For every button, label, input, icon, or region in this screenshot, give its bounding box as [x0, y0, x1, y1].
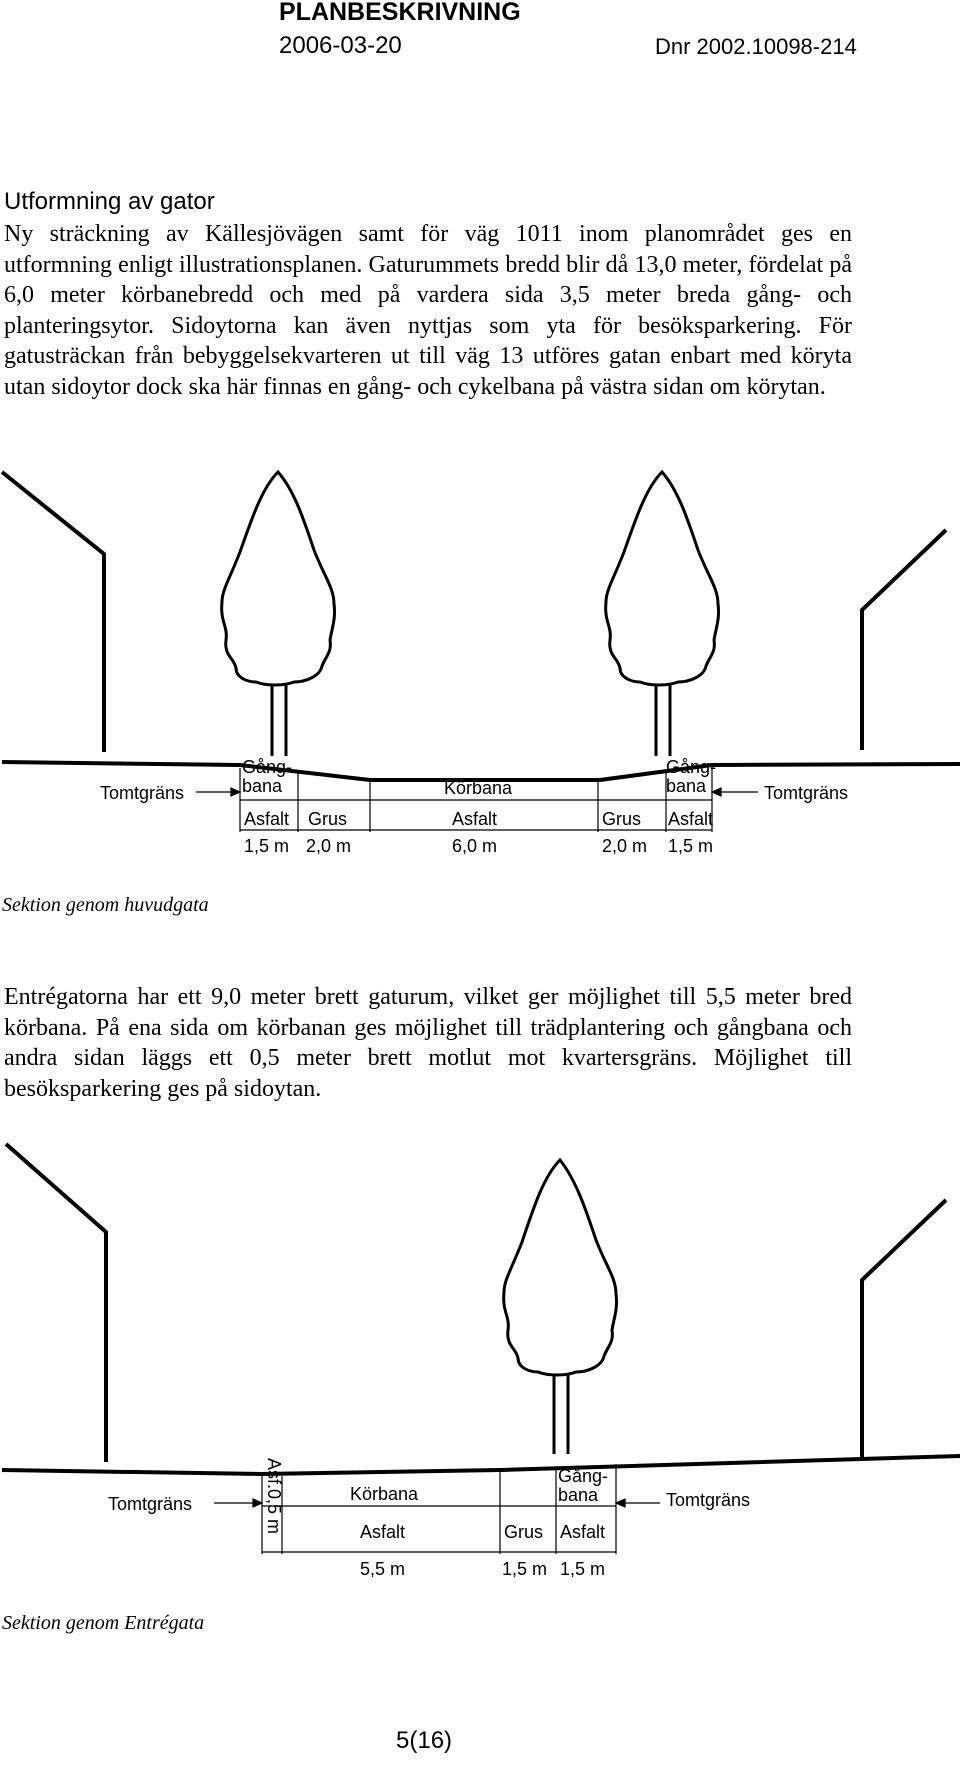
label-asfalt-korbana: Asfalt — [360, 1522, 406, 1542]
house-left — [6, 1144, 106, 1462]
house-right — [862, 530, 946, 750]
label-asfalt-gangbana: Asfalt — [560, 1522, 606, 1542]
section-heading: Utformning av gator — [4, 188, 215, 215]
label-korbana: Körbana — [350, 1484, 419, 1504]
label-gangbana-right-1: Gång- — [666, 757, 717, 777]
house-right — [862, 1200, 946, 1458]
label-tomtgrans-right: Tomtgräns — [764, 783, 849, 803]
label-width-gang-left: 1,5 m — [244, 836, 290, 856]
street-section-diagram-entre — [0, 1130, 960, 1590]
label-width-grus-left: 2,0 m — [306, 836, 352, 856]
diagram-caption-main: Sektion genom huvudgata — [2, 894, 209, 916]
document-number: Dnr 2002.10098-214 — [655, 34, 857, 59]
label-gangbana-left-2: bana — [242, 776, 283, 796]
label-asfalt-center: Asfalt — [452, 809, 498, 829]
label-width-gangbana: 1,5 m — [560, 1559, 606, 1579]
label-korbana: Körbana — [444, 778, 513, 798]
label-gangbana-right-2: bana — [666, 776, 707, 796]
label-grus-left: Grus — [308, 809, 348, 829]
house-left — [2, 472, 104, 752]
diagram-caption-entre: Sektion genom Entrégata — [2, 1612, 205, 1634]
label-grus: Grus — [504, 1522, 544, 1542]
tree-right — [606, 472, 719, 756]
street-section-diagram-main — [0, 460, 960, 880]
label-gangbana-1: Gång- — [558, 1466, 609, 1486]
label-width-korbana: 6,0 m — [452, 836, 498, 856]
body-paragraph-1: Ny sträckning av Källesjövägen samt för väg 1011 inom planområdet ges en utformning enligt illustrationsplanen. Gaturummets bredd blir då 13,0 meter, fördelat på 6,0 meter körbanebredd och med på vardera sida 3,5 meter breda gång- och planteringsytor. Sidoytorna kan även nyttjas som yta för besöksparkering. För gatusträckan från bebyggelsekvarteren ut till väg 13 utföres gatan enbart med köryta utan sidoytor dock ska här finnas en gång- och cykelbana på västra sidan om körytan. — [4, 221, 852, 400]
label-grus-right: Grus — [602, 809, 642, 829]
label-gangbana-left-1: Gång- — [242, 757, 293, 777]
label-tomtgrans-left: Tomtgräns — [100, 783, 185, 803]
label-tomtgrans-left: Tomtgräns — [108, 1494, 193, 1514]
ground-profile-line — [2, 1456, 960, 1474]
page-number: 5(16) — [396, 1727, 453, 1754]
label-gangbana-2: bana — [558, 1485, 599, 1505]
tree-entre — [504, 1160, 617, 1454]
label-asfalt-right: Asfalt — [668, 809, 714, 829]
label-asf-motlut: Asf.0,5 m — [264, 1458, 284, 1535]
label-width-gang-right: 1,5 m — [668, 836, 714, 856]
label-tomtgrans-right: Tomtgräns — [666, 1490, 751, 1510]
label-asfalt-left: Asfalt — [244, 809, 290, 829]
label-width-grus-right: 2,0 m — [602, 836, 648, 856]
document-title: PLANBESKRIVNING — [279, 0, 521, 26]
tree-left — [222, 472, 335, 756]
document-date: 2006-03-20 — [279, 32, 402, 59]
label-width-grus: 1,5 m — [502, 1559, 548, 1579]
label-width-korbana: 5,5 m — [360, 1559, 406, 1579]
body-paragraph-2: Entrégatorna har ett 9,0 meter brett gaturum, vilket ger möjlighet till 5,5 meter bred körbana. På ena sida om körbanan ges möjlighet till trädplantering och gångbana och andra sidan läggs ett 0,5 meter brett motlut mot kvartersgräns. Möjlighet till besöksparkering ges på sidoytan. — [4, 984, 852, 1102]
